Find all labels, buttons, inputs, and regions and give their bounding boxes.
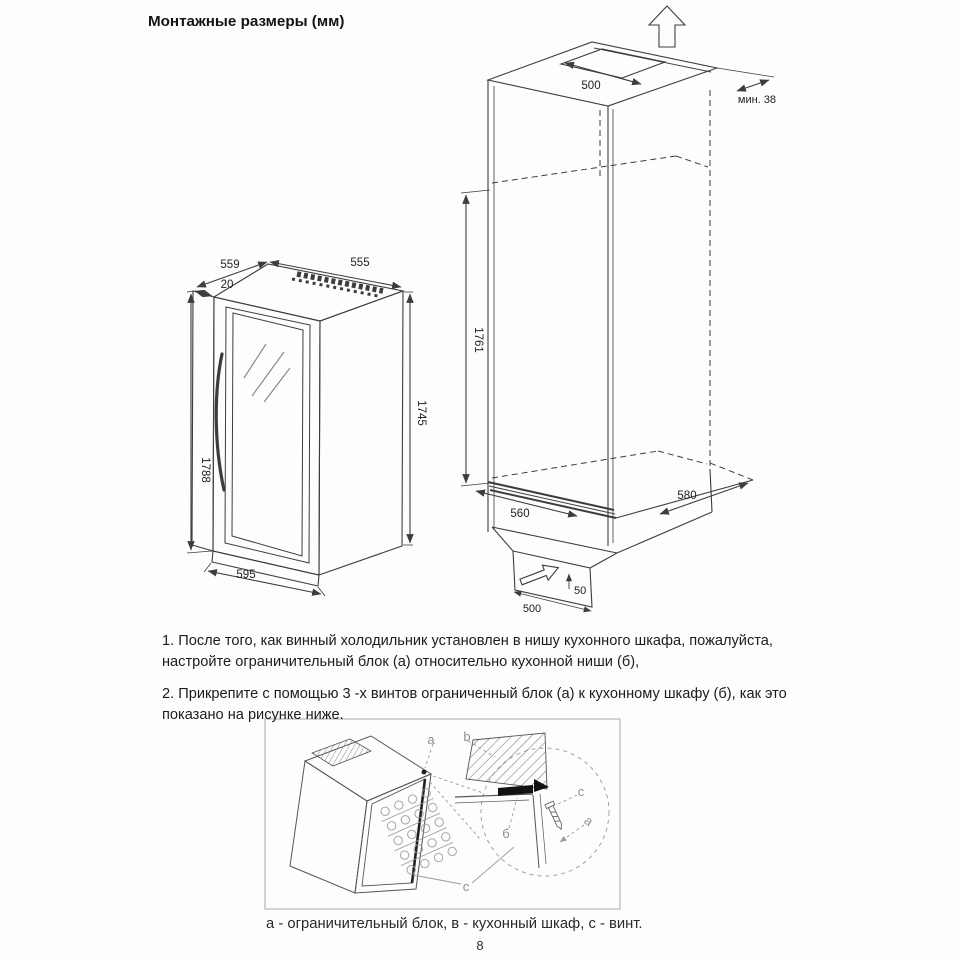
page-title: Монтажные размеры (мм) bbox=[148, 13, 345, 30]
figure-top-vent bbox=[312, 739, 371, 766]
label-a-side: а bbox=[581, 812, 597, 829]
label-b-top: b bbox=[463, 729, 471, 744]
label-a-top: а bbox=[427, 732, 435, 747]
dim-plinth-vent-width: 500 bbox=[522, 603, 542, 615]
label-c-right: с bbox=[577, 784, 585, 799]
dim-door-thickness: 20 bbox=[220, 279, 234, 291]
door-glass bbox=[232, 313, 303, 556]
niche-dimension-labels bbox=[472, 80, 776, 615]
dim-top-vent-opening: 500 bbox=[581, 80, 601, 92]
fridge-dimension-lines bbox=[187, 262, 413, 596]
airflow-front-arrow bbox=[518, 560, 561, 589]
door-handle bbox=[216, 354, 224, 490]
hidden-edges bbox=[492, 90, 753, 480]
niche-floor-band bbox=[488, 482, 616, 518]
niche-dimension-drawing bbox=[461, 6, 776, 615]
niche-dimension-lines bbox=[461, 63, 777, 611]
dim-depth: 555 bbox=[350, 257, 370, 269]
dim-floor-depth: 580 bbox=[677, 490, 697, 502]
dim-top-width: 559 bbox=[220, 259, 240, 271]
door-outer-frame bbox=[225, 307, 310, 563]
fridge-door-edge-strip bbox=[192, 291, 214, 551]
figure-detail-circle bbox=[455, 733, 609, 876]
label-b-inner: б bbox=[502, 826, 510, 841]
figure-fridge bbox=[290, 736, 460, 893]
top-vent-cutout bbox=[561, 49, 665, 78]
dim-niche-width: 560 bbox=[510, 508, 530, 520]
dim-front-width: 595 bbox=[236, 569, 256, 581]
instruction-step-2: 2. Прикрепите с помощью 3 -х винтов ограниченный блок (а) к кухонному шкафу (б), как это показано на рисунке ниже. bbox=[162, 686, 787, 723]
limiter-block-on-fridge bbox=[422, 770, 427, 775]
figure-bottle-grid bbox=[375, 784, 460, 880]
fridge-top-face bbox=[214, 264, 403, 321]
fridge-dimension-labels bbox=[199, 257, 427, 581]
top-vent-slots bbox=[292, 274, 383, 296]
limiter-block-figure bbox=[265, 719, 620, 909]
figure-caption: а - ограничительный блок, в - кухонный шкаф, с - винт. bbox=[266, 916, 643, 932]
dim-body-height: 1745 bbox=[415, 400, 427, 426]
fridge-right-face bbox=[319, 291, 403, 575]
screw-detail bbox=[545, 801, 565, 831]
dim-plinth-vent-height: 50 bbox=[574, 585, 587, 597]
airflow-up-arrow bbox=[649, 6, 685, 47]
fridge-base-strip bbox=[212, 551, 319, 586]
dim-door-height: 1788 bbox=[199, 457, 211, 483]
fridge-door-face bbox=[213, 297, 320, 575]
instruction-step-1: 1. После того, как винный холодильник установлен в нишу кухонного шкафа, пожалуйста, настройте ограничительный блок (а) относительно кухонной ниши (б), bbox=[162, 633, 773, 670]
glass-reflections bbox=[244, 344, 290, 402]
dim-niche-height: 1761 bbox=[472, 327, 484, 353]
fridge-dimension-drawing bbox=[187, 257, 427, 596]
label-c-bottom: с bbox=[462, 879, 470, 894]
page-number: 8 bbox=[476, 938, 484, 953]
dim-min-clearance: мин. 38 bbox=[737, 94, 777, 106]
